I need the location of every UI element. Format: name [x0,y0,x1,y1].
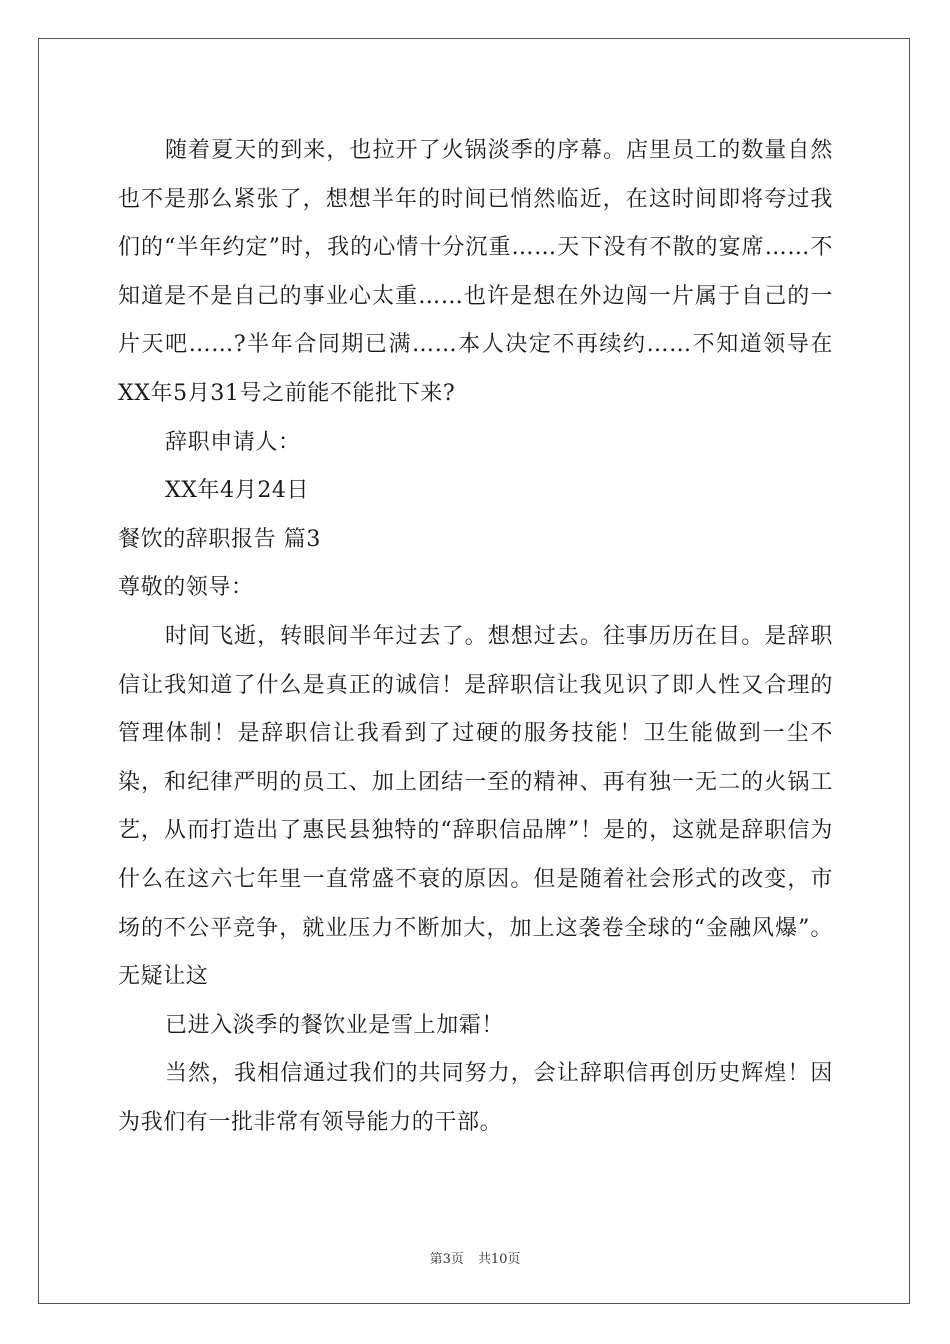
section-heading: 餐饮的辞职报告 篇3 [118,526,321,552]
page-number: 第3页 [429,1252,464,1267]
paragraph-closing: 当然，我相信通过我们的共同努力，会让辞职信再创历史辉煌！因为我们有一批非常有领导能力的干部。 [118,1061,833,1135]
page-footer [0,1248,950,1267]
document-body [118,127,833,1147]
salutation: 尊敬的领导： [118,575,254,601]
date-line: XX年4月24日 [165,478,310,504]
paragraph-body: 时间飞逝，转眼间半年过去了。想想过去。往事历历在目。是辞职信让我知道了什么是真正的诚信！是辞职信让我见识了即人性又合理的管理体制！是辞职信让我看到了过硬的服务技能！卫生能做到一尘不染，和纪律严明的员工、加上团结一至的精神、再有独一无二的火锅工艺，从而打造出了惠民县独特的“辞职信品牌”！是的，这就是辞职信为什么在这六七年里一直常盛不衰的原因。但是随着社会形式的改变，市场的不公平竞争，就业压力不断加大，加上这袭卷全球的“金融风爆”。无疑让这 [118,623,833,990]
page-total: 共10页 [477,1252,521,1267]
applicant-signature-label: 辞职申请人： [165,429,301,455]
paragraph-resignation-intro: 随着夏天的到来，也拉开了火锅淡季的序幕。店里员工的数量自然也不是那么紧张了，想想半年的时间已悄然临近，在这时间即将夸过我们的“半年约定”时，我的心情十分沉重……天下没有不散的宴席……不知道是不是自己的事业心太重……也许是想在外边闯一片属于自己的一片天吧……?半年合同期已满……本人决定不再续约……不知道领导在XX年5月31号之前能不能批下来? [118,138,833,406]
paragraph-continuation: 已进入淡季的餐饮业是雪上加霜！ [165,1012,505,1038]
